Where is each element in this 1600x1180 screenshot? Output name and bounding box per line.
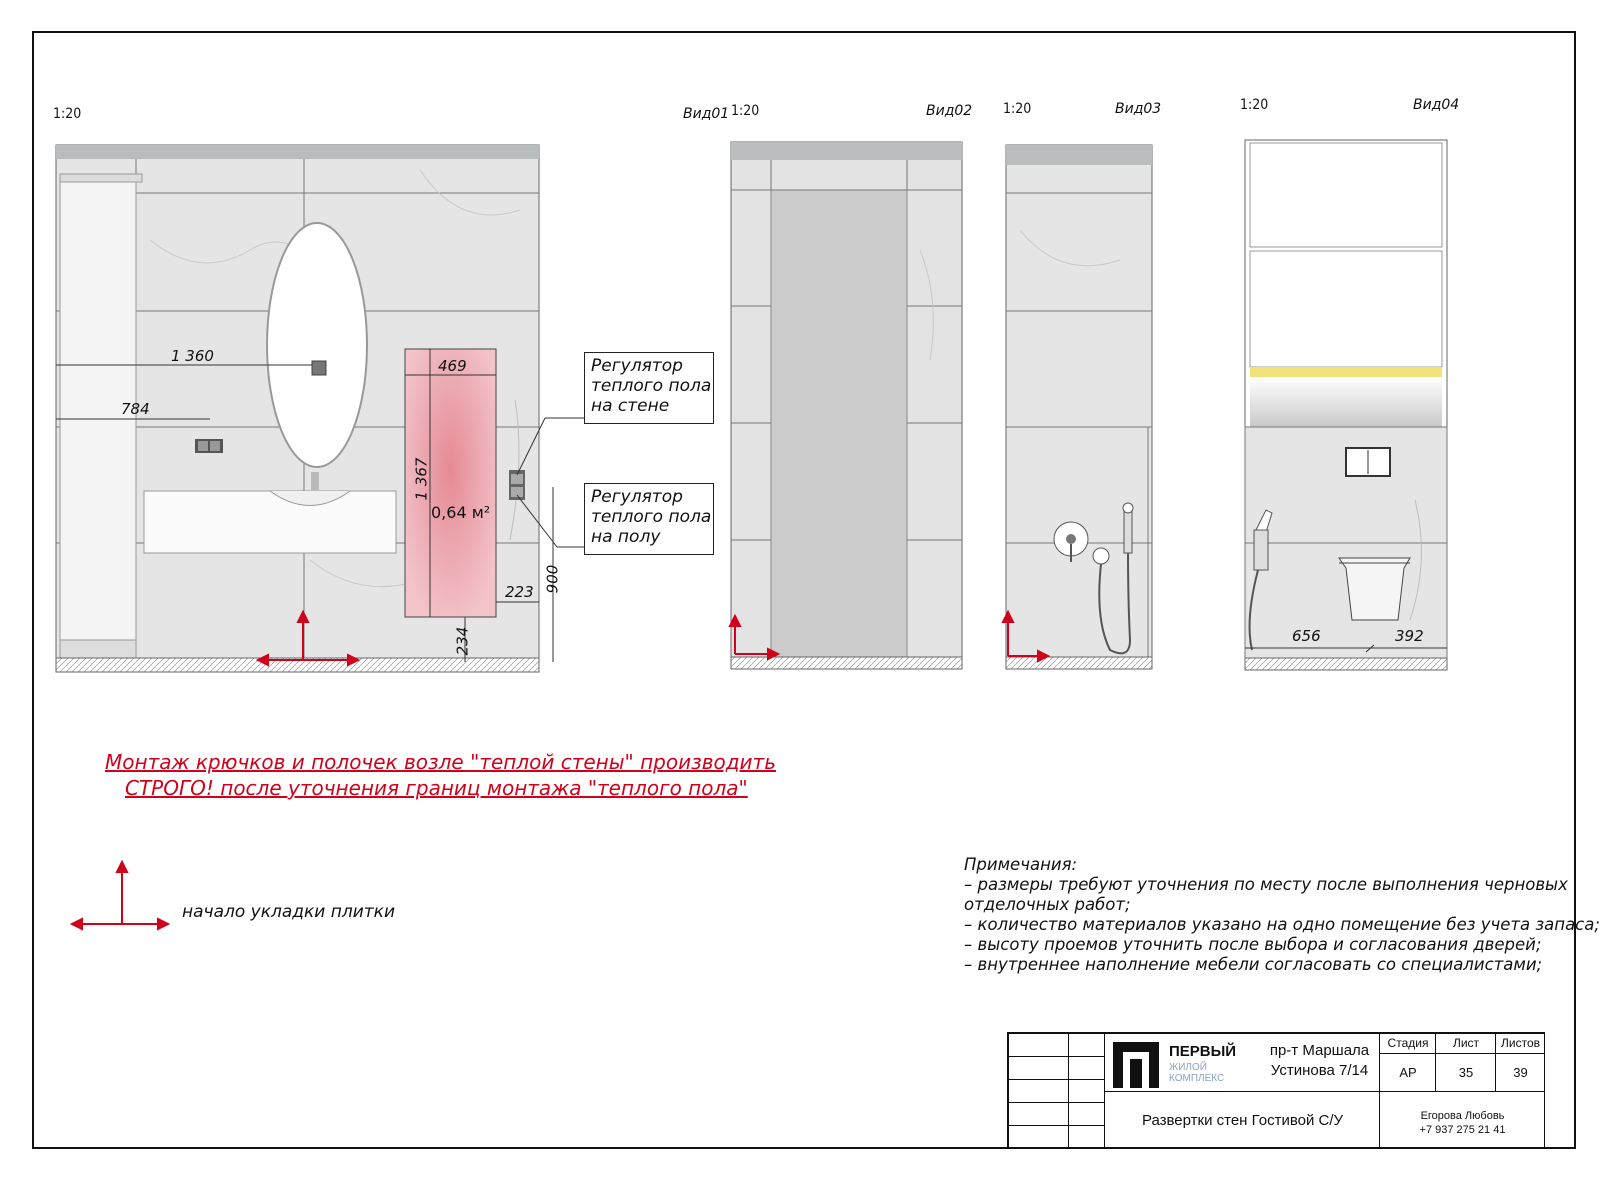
- notes-block: [964, 855, 1600, 975]
- logo-icon: [1113, 1042, 1159, 1088]
- view3-scale: 1:20: [1003, 101, 1032, 117]
- note-line: – высоту проемов уточнить после выбора и согласования дверей;: [964, 935, 1542, 954]
- dim-234: 234: [453, 626, 472, 656]
- warning-line1: Монтаж крючков и полочек возле "теплой стены" производить: [105, 750, 776, 774]
- dim-469: 469: [438, 357, 467, 375]
- view4-label: Вид04: [1413, 97, 1460, 113]
- note-line: – внутреннее наполнение мебели согласовать со специалистами;: [964, 955, 1543, 974]
- view2-label: Вид02: [926, 103, 973, 119]
- legend-arrow-icon: [72, 862, 168, 929]
- dim-1367: 1 367: [412, 457, 431, 501]
- logo-text: ПЕРВЫЙ: [1169, 1043, 1237, 1060]
- view4-elevation: [1245, 140, 1447, 670]
- sheet-header: Лист: [1452, 1036, 1480, 1050]
- dim-784: 784: [121, 400, 150, 418]
- dim-392: 392: [1395, 627, 1424, 645]
- notes-title: Примечания:: [964, 855, 1078, 874]
- view2-scale: 1:20: [731, 103, 760, 119]
- sheets-header: Листов: [1501, 1036, 1540, 1050]
- callout-thermostat-wall: Регулятор теплого пола на стене: [584, 352, 714, 424]
- view3-label: Вид03: [1115, 101, 1162, 117]
- ceiling-band: [56, 145, 539, 159]
- note-line: отделочных работ;: [964, 895, 1131, 914]
- note-line: – размеры требуют уточнения по месту после выполнения черновых: [964, 875, 1568, 894]
- address-line2: Устинова 7/14: [1270, 1062, 1369, 1079]
- view1-label: Вид01: [683, 106, 730, 122]
- view2-elevation: [730, 142, 962, 669]
- door-opening: [771, 190, 907, 657]
- view4-scale: 1:20: [1240, 97, 1269, 113]
- stage-header: Стадия: [1387, 1036, 1429, 1050]
- heated-area: 0,64 м²: [431, 503, 491, 522]
- note-line: – количество материалов указано на одно помещение без учета запаса;: [964, 915, 1600, 934]
- warning-line2: СТРОГО! после уточнения границ монтажа "теплого пола": [125, 776, 748, 800]
- dim-656: 656: [1292, 627, 1321, 645]
- title-block: ПЕРВЫЙ ЖИЛОЙ КОМПЛЕКС пр-т Маршала Устинова 7/14 Стадия Лист Листов АР 35 39 Развертки стен Гостивой С/У Егорова Любовь +7 937 275 21 41: [1007, 1032, 1545, 1149]
- legend-text: начало укладки плитки: [182, 902, 395, 922]
- dim-1360: 1 360: [171, 347, 214, 365]
- author-name: Егорова Любовь: [1420, 1110, 1505, 1122]
- led-strip: [1250, 367, 1442, 377]
- dim-223: 223: [505, 583, 534, 601]
- sheets-value: 39: [1513, 1065, 1528, 1080]
- address-line1: пр-т Маршала: [1269, 1042, 1370, 1059]
- callout-thermostat-floor: Регулятор теплого пола на полу: [584, 483, 714, 555]
- dim-900: 900: [543, 564, 562, 594]
- author-phone: +7 937 275 21 41: [1419, 1124, 1506, 1136]
- oval-mirror: [267, 223, 367, 467]
- drawing-title: Развертки стен Гостивой С/У: [1141, 1112, 1344, 1129]
- stage-value: АР: [1399, 1065, 1417, 1080]
- view1-scale: 1:20: [53, 106, 82, 122]
- sheet-value: 35: [1458, 1065, 1474, 1080]
- vanity-unit: [144, 491, 396, 553]
- view3-elevation: [1003, 145, 1152, 669]
